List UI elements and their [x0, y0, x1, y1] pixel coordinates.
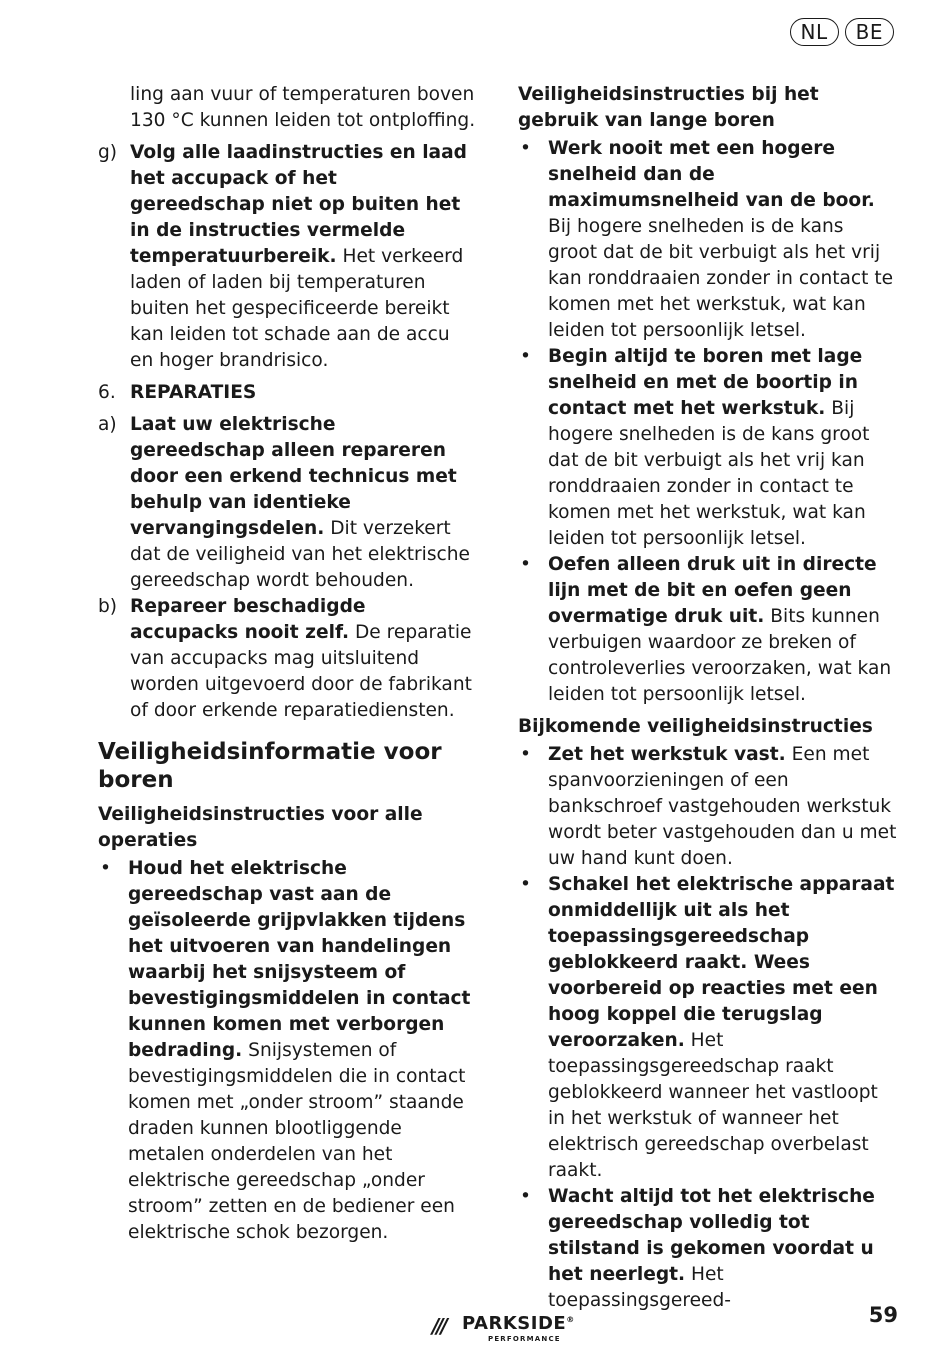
bold-instruction: Oefen alleen druk uit in directe lijn met de bit en oefen geen overmatige druk uit. [548, 554, 877, 627]
bullet-item [518, 1184, 898, 1314]
bold-instruction: Zet het werkstuk vast. [548, 744, 786, 765]
bullet-marker: • [520, 744, 531, 765]
list-marker: g) [98, 142, 118, 163]
list-marker: 6. [98, 382, 116, 403]
bullet-marker: • [520, 138, 531, 159]
logo-wordmark [462, 1313, 575, 1334]
explanation-text: De reparatie van accupacks mag uitsluitend worden uitgevoerd door de fabrikant of door erkende reparatiediensten. [130, 622, 472, 721]
bold-instruction: Schakel het elektrische apparaat onmiddellijk uit als het toepassingsgereedschap geblokkeerd raakt. Wees voorbereid op reacties met een hoog koppel die terugslag veroorzaken. [548, 874, 895, 1051]
registered-mark: ® [566, 1315, 575, 1324]
logo-stripes-icon: /// [432, 1314, 445, 1338]
bold-instruction: Houd het elektrische gereedschap vast aan de geïsoleerde grijpvlakken tijdens het uitvoeren van handelingen waarbij het snijsysteem of bevestigingsmiddelen in contact kunnen komen met verborgen bedrading. [128, 858, 471, 1061]
explanation-text: Bits kunnen verbuigen waardoor ze breken of controleverlies veroorzaken, wat kan leiden tot persoonlijk letsel. [548, 606, 892, 705]
list-marker: b) [98, 596, 118, 617]
parkside-logo [432, 1308, 582, 1348]
section-title: Veiligheidsinformatie voor boren [98, 739, 442, 793]
subheading: Veiligheidsinstructies bij het gebruik van lange boren [518, 84, 819, 131]
explanation-text: Het verkeerd laden of laden bij temperaturen buiten het gespecificeerde bereikt kan leiden tot schade aan de accu en hoger brandrisico. [130, 246, 464, 371]
list-item-6 [98, 380, 476, 406]
list-item-b [98, 594, 476, 724]
section-heading-reparaties: REPARATIES [130, 382, 257, 403]
language-badges [790, 18, 894, 46]
page-number: 59 [868, 1303, 898, 1327]
bold-instruction: Wacht altijd tot het elektrische gereedschap volledig tot stilstand is gekomen voordat u het neerlegt. [548, 1186, 875, 1285]
bullet-item [98, 856, 476, 1246]
list-item-g [98, 140, 476, 374]
right-column [518, 82, 898, 1314]
bullet-item [518, 552, 898, 708]
bold-instruction: Laat uw elektrische gereedschap alleen repareren door een erkend technicus met behulp van identieke vervangingsdelen. [130, 414, 457, 539]
bullet-marker: • [520, 1186, 531, 1207]
bullet-marker: • [520, 874, 531, 895]
explanation-text: Het toepassingsgereed- [548, 1264, 731, 1311]
bold-instruction: Werk nooit met een hogere snelheid dan de maximumsnelheid van de boor. [548, 138, 875, 211]
bullet-item [518, 742, 898, 872]
bullet-item [518, 136, 898, 344]
bullet-marker: • [100, 858, 111, 879]
bullet-item [518, 344, 898, 552]
logo-name: PARKSIDE [462, 1313, 567, 1334]
subheading: Veiligheidsinstructies voor alle operaties [98, 804, 423, 851]
language-badge-be: BE [845, 18, 894, 46]
logo-subtitle: PERFORMANCE [488, 1335, 561, 1343]
bold-instruction: Volg alle laadinstructies en laad het accupack of het gereedschap niet op buiten het in de instructies vermelde temperatuurbereik. [130, 142, 467, 267]
list-marker: a) [98, 414, 117, 435]
explanation-text: Het toepassingsgereedschap raakt geblokkeerd wanneer het vastloopt in het werkstuk of wanneer het elektrisch gereedschap overbelast raakt. [548, 1030, 878, 1181]
list-item-a [98, 412, 476, 594]
continued-paragraph: ling aan vuur of temperaturen boven 130 °C kunnen leiden tot ontploffing. [130, 84, 476, 131]
language-badge-nl: NL [790, 18, 839, 46]
explanation-text: Bij hogere snelheden is de kans groot dat de bit verbuigt als het vrij kan ronddraaien zonder in contact te komen met het werkstuk, wat kan leiden tot persoonlijk letsel. [548, 398, 870, 549]
bullet-marker: • [520, 346, 531, 367]
bullet-item [518, 872, 898, 1184]
bold-instruction: Repareer beschadigde accupacks nooit zelf. [130, 596, 366, 643]
explanation-text: Bij hogere snelheden is de kans groot dat de bit verbuigt als het vrij kan ronddraaien zonder in contact te komen met het werkstuk, wat kan leiden tot persoonlijk letsel. [548, 216, 894, 341]
explanation-text: Snijsystemen of bevestigingsmiddelen die in contact komen met „onder stroom” staande draden kunnen blootliggende metalen onderdelen van het elektrische gereedschap „onder stroom” zetten en de bediener een elektrische schok bezorgen. [128, 1040, 466, 1243]
bullet-marker: • [520, 554, 531, 575]
explanation-text: Een met spanvoorzieningen of een bankschroef vastgehouden werkstuk wordt beter vastgehouden dan u met uw hand kunt doen. [548, 744, 897, 869]
bold-instruction: Begin altijd te boren met lage snelheid en met de boortip in contact met het werkstuk. [548, 346, 863, 419]
subheading: Bijkomende veiligheidsinstructies [518, 716, 873, 737]
left-column [98, 82, 476, 1246]
explanation-text: Dit verzekert dat de veiligheid van het elektrische gereedschap wordt behouden. [130, 518, 470, 591]
